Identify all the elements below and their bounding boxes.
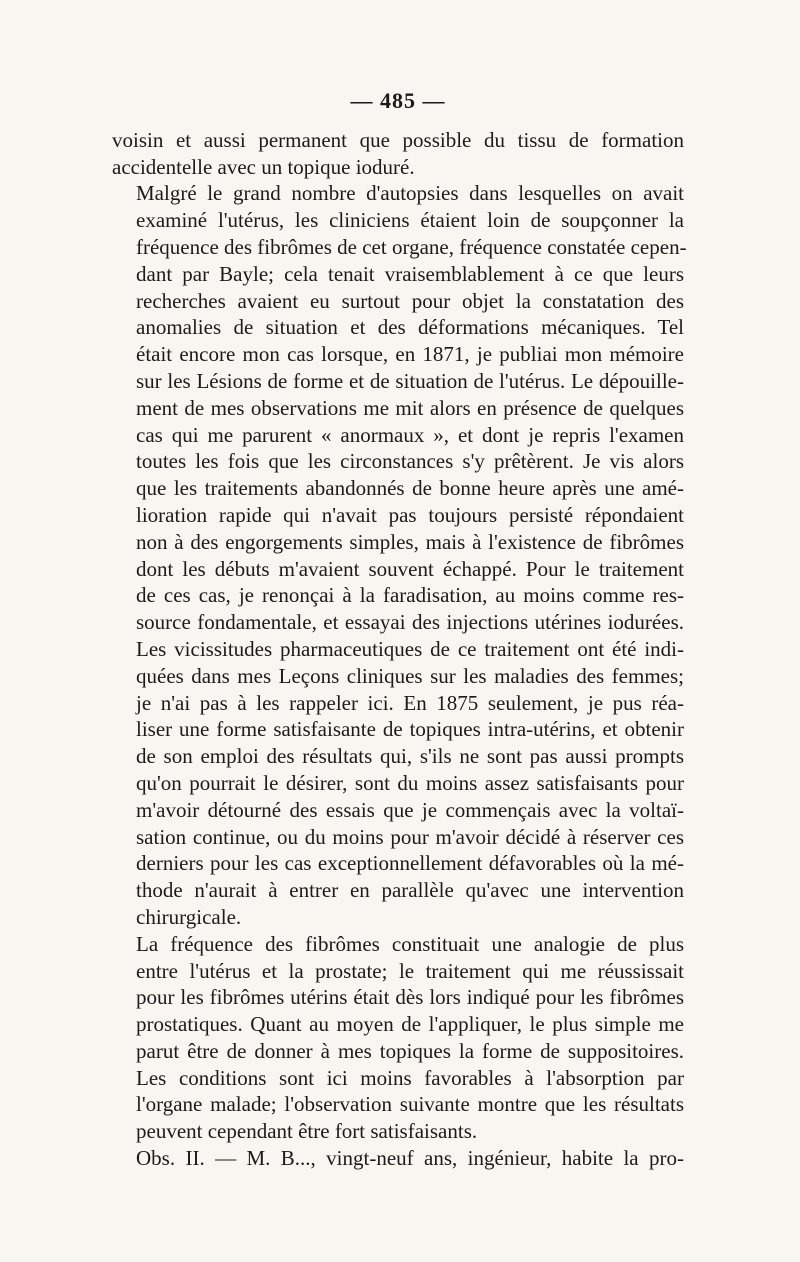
text-line: Les conditions sont ici moins favorables à l'absorption par (136, 1065, 684, 1090)
text-line: quées dans mes Leçons cliniques sur les maladies des femmes; (136, 663, 684, 688)
text-line: thode n'aurait à entrer en parallèle qu'avec une intervention (136, 878, 684, 903)
text-line: l'organe malade; l'observation suivante montre que les résultats (136, 1092, 684, 1117)
text-line: source fondamentale, et essayai des injections utérines iodurées. (136, 610, 684, 635)
text-line: qu'on pourrait le désirer, sont du moins assez satisfaisants pour (136, 770, 684, 795)
text-line: ment de mes observations me mit alors en présence de quelques (136, 395, 684, 420)
text-line: dant par Bayle; cela tenait vraisemblablement à ce que leurs (136, 261, 684, 286)
text-line: recherches avaient eu surtout pour objet la constatation des (136, 288, 684, 313)
text-line: de son emploi des résultats qui, s'ils ne sont pas aussi prompts (136, 744, 684, 769)
text-line: dont les débuts m'avaient souvent échappé. Pour le traitement (136, 556, 684, 581)
text-line: de ces cas, je renonçai à la faradisation, au moins comme res- (136, 583, 684, 608)
text-line: cas qui me parurent « anormaux », et dont je repris l'examen (136, 422, 684, 447)
text-line: examiné l'utérus, les cliniciens étaient loin de soupçonner la (136, 208, 684, 233)
paragraph-2 (112, 180, 687, 930)
text-line: entre l'utérus et la prostate; le traitement qui me réussissait (136, 958, 684, 983)
text-line: toutes les fois que les circonstances s'y prêtèrent. Je vis alors (136, 449, 684, 474)
text-line: chirurgicale. (136, 904, 242, 929)
text-line: était encore mon cas lorsque, en 1871, je publiai mon mémoire (136, 342, 684, 367)
text-line: m'avoir détourné des essais que je commençais avec la voltaï- (136, 797, 684, 822)
text-line: anomalies de situation et des déformations mécaniques. Tel (136, 315, 684, 340)
text-line: Malgré le grand nombre d'autopsies dans lesquelles on avait (136, 181, 684, 206)
text-line: je n'ai pas à les rappeler ici. En 1875 seulement, je pus réa- (136, 690, 684, 715)
text-line: que les traitements abandonnés de bonne heure après une amé- (136, 476, 684, 501)
text-line: sur les Lésions de forme et de situation de l'utérus. Le dépouille- (136, 368, 684, 393)
paragraph-4 (112, 1145, 684, 1172)
text-line: fréquence des fibrômes de cet organe, fréquence constatée cepen- (136, 234, 687, 259)
text-line: derniers pour les cas exceptionnellement défavorables où la mé- (136, 851, 684, 876)
text-line: sation continue, ou du moins pour m'avoir décidé à réserver ces (136, 824, 684, 849)
text-line: La fréquence des fibrômes constituait une analogie de plus (136, 931, 684, 956)
text-line: peuvent cependant être fort satisfaisants. (136, 1119, 478, 1144)
text-line: pour les fibrômes utérins était dès lors indiqué pour les fibrômes (136, 985, 684, 1010)
text-line: liser une forme satisfaisante de topiques intra-utérins, et obtenir (136, 717, 684, 742)
text-line: lioration rapide qui n'avait pas toujours persisté répondaient (136, 502, 684, 527)
text-line: Obs. II. — M. B..., vingt-neuf ans, ingénieur, habite la pro- (136, 1146, 684, 1171)
text-line: parut être de donner à mes topiques la forme de suppositoires. (136, 1038, 684, 1063)
text-line: prostatiques. Quant au moyen de l'appliquer, le plus simple me (136, 1012, 684, 1037)
book-page (112, 88, 687, 1172)
text-line: voisin et aussi permanent que possible du tissu de formation (112, 127, 684, 152)
paragraph-3 (112, 931, 684, 1145)
paragraph-1 (112, 127, 684, 181)
text-line: non à des engorgements simples, mais à l'existence de fibrômes (136, 529, 684, 554)
text-line: Les vicissitudes pharmaceutiques de ce traitement ont été indi- (136, 636, 684, 661)
page-number: — 485 — (350, 88, 446, 113)
text-line: accidentelle avec un topique ioduré. (112, 154, 415, 179)
